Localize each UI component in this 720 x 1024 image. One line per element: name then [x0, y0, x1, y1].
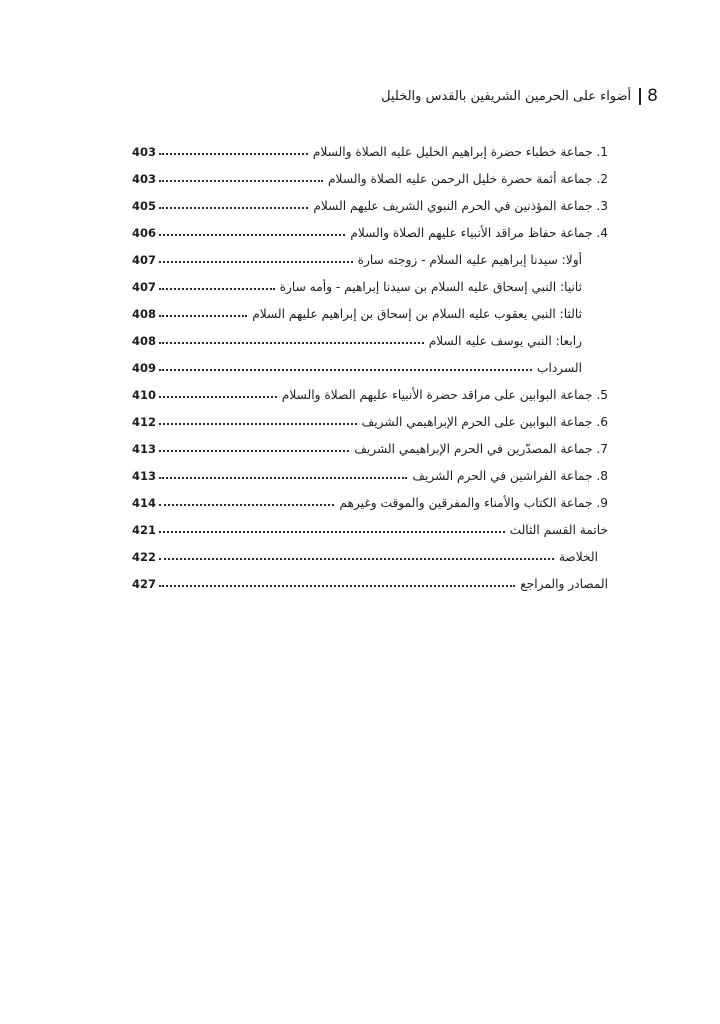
running-title: أضواء على الحرمين الشريفين بالقدس والخليل [381, 88, 632, 104]
toc-entry-page: 421 [132, 523, 157, 537]
header-divider [639, 88, 641, 105]
toc-entry-title: أولا: سيدنا إبراهيم عليه السلام - زوجته سارة [357, 253, 582, 267]
page-number: 8 [647, 86, 658, 106]
toc-dot-leader [159, 153, 308, 155]
toc-entry-title: 2. جماعة أئمة حضرة خليل الرحمن عليه الصلاة والسلام [328, 172, 608, 186]
toc-entry-page: 407 [132, 253, 157, 267]
toc-entry-page: 403 [132, 145, 157, 159]
toc-entry-page: 413 [132, 442, 157, 456]
toc-entry-title: 5. جماعة البوابين على مراقد حضرة الأنبياء عليهم الصلاة والسلام [281, 388, 608, 402]
toc-entry-page: 403 [132, 172, 157, 186]
toc-entry [132, 483, 608, 510]
toc-entry-title: ثانيا: النبي إسحاق عليه السلام بن سيدنا إبراهيم - وأمه سارة [279, 280, 582, 294]
toc-dot-leader [159, 504, 334, 506]
toc-entry [132, 159, 608, 186]
toc-entry-page: 405 [132, 199, 157, 213]
toc-dot-leader [159, 261, 353, 263]
toc-entry-page: 406 [132, 226, 157, 240]
toc-entry-title: 1. جماعة خطباء حضرة إبراهيم الخليل عليه الصلاة والسلام [312, 145, 608, 159]
toc-entry [132, 537, 608, 564]
toc-entry [132, 213, 608, 240]
toc-entry [132, 348, 608, 375]
toc-dot-leader [159, 477, 407, 479]
toc-dot-leader [159, 531, 505, 533]
toc-entry-page: 422 [132, 550, 157, 564]
toc-dot-leader [159, 180, 323, 182]
toc-dot-leader [159, 207, 308, 209]
toc-dot-leader [159, 234, 345, 236]
toc-entry [132, 456, 608, 483]
toc-entry-title: 6. جماعة البوابين على الحرم الإبراهيمي الشريف [361, 415, 608, 429]
toc-dot-leader [159, 558, 554, 560]
toc-entry [132, 186, 608, 213]
toc-entry [132, 429, 608, 456]
toc-entry-title: رابعا: النبي يوسف عليه السلام [428, 334, 582, 348]
toc-entry [132, 240, 608, 267]
toc-dot-leader [159, 585, 515, 587]
toc-entry-title: خاتمة القسم الثالث [509, 523, 608, 537]
toc-entry-page: 408 [132, 307, 157, 321]
toc-entry-page: 427 [132, 577, 157, 591]
toc-entry-page: 412 [132, 415, 157, 429]
toc-dot-leader [159, 450, 349, 452]
toc-entry [132, 402, 608, 429]
toc-dot-leader [159, 423, 357, 425]
toc-entry-page: 408 [132, 334, 157, 348]
toc-entry [132, 510, 608, 537]
toc-entry-title: 9. جماعة الكتاب والأمناء والمفرقين والموقت وغيرهم [339, 496, 608, 510]
toc-dot-leader [159, 396, 277, 398]
toc-entry-page: 407 [132, 280, 157, 294]
toc-entry-title: 8. جماعة الفراشين في الحرم الشريف [412, 469, 608, 483]
toc-entry-title: ثالثا: النبي يعقوب عليه السلام بن إسحاق بن إبراهيم عليهم السلام [252, 307, 582, 321]
page-header [62, 86, 658, 106]
toc-entry [132, 564, 608, 591]
toc-entry-title: 7. جماعة المصدّرين في الحرم الإبراهيمي الشريف [354, 442, 608, 456]
table-of-contents [132, 132, 608, 591]
toc-entry-title: 4. جماعة حفاظ مراقد الأنبياء عليهم الصلاة والسلام [350, 226, 608, 240]
toc-dot-leader [159, 342, 424, 344]
toc-entry-title: المصادر والمراجع [520, 577, 608, 591]
toc-dot-leader [159, 369, 532, 371]
toc-entry-title: الخلاصة [558, 550, 598, 564]
toc-dot-leader [159, 315, 247, 317]
toc-entry [132, 321, 608, 348]
toc-entry-page: 414 [132, 496, 157, 510]
toc-dot-leader [159, 288, 275, 290]
toc-entry-title: السرداب [537, 361, 582, 375]
toc-entry-page: 410 [132, 388, 157, 402]
toc-entry [132, 267, 608, 294]
toc-entry [132, 132, 608, 159]
toc-entry [132, 294, 608, 321]
toc-entry-title: 3. جماعة المؤذنين في الحرم النبوي الشريف عليهم السلام [313, 199, 608, 213]
toc-entry-page: 413 [132, 469, 157, 483]
toc-entry [132, 375, 608, 402]
toc-entry-page: 409 [132, 361, 157, 375]
